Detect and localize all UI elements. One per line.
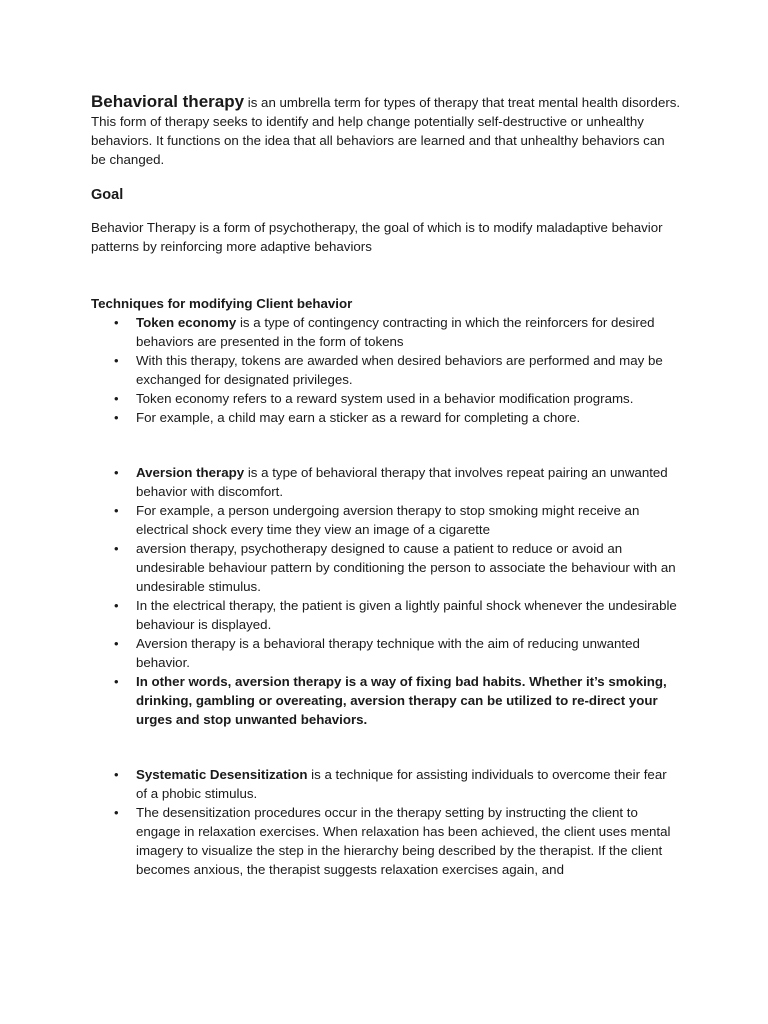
document-page [91,92,681,879]
item-term: Token economy [136,315,237,330]
bullet-icon: • [114,503,119,518]
item-text: is a technique for assisting individuals to overcome their fear of a phobic stimulus. [136,767,667,801]
list-item [91,803,681,879]
bullet-icon: • [114,353,119,368]
item-text: is a type of behavioral therapy that involves repeat pairing an unwanted behavior with discomfort. [136,465,668,499]
list-item [91,501,681,539]
bullet-icon: • [114,410,119,425]
bullet-icon: • [114,674,119,689]
bullet-icon: • [114,805,119,820]
list-item [91,313,681,351]
token-economy-list [91,313,681,427]
list-item [91,765,681,803]
intro-lead-term: Behavioral therapy [91,92,245,111]
item-text: The desensitization procedures occur in the therapy setting by instructing the client to engage in relaxation exercises. When relaxation has been achieved, the client uses mental imagery to visualize the step in the hierarchy being described by the therapist. If the client becomes anxious, the therapist suggests relaxation exercises again, and [136,805,671,877]
item-term: Systematic Desensitization [136,767,308,782]
bullet-icon: • [114,636,119,651]
bullet-icon: • [114,315,119,330]
goal-heading: Goal [91,187,124,203]
desensitization-list [91,765,681,879]
bullet-icon: • [114,767,119,782]
item-term: Aversion therapy [136,465,245,480]
aversion-therapy-list [91,463,681,729]
list-item [91,634,681,672]
item-text-bold: In other words, aversion therapy is a way of fixing bad habits. Whether it’s smoking, drinking, gambling or overeating, aversion therapy can be utilized to re-direct your urges and stop unwanted behaviors. [136,674,667,727]
item-text: In the electrical therapy, the patient is given a lightly painful shock whenever the undesirable behaviour is displayed. [136,598,677,632]
list-item [91,539,681,596]
item-text: For example, a child may earn a sticker as a reward for completing a chore. [136,410,581,425]
bullet-icon: • [114,465,119,480]
bullet-icon: • [114,541,119,556]
item-text: Token economy refers to a reward system used in a behavior modification programs. [136,391,634,406]
bullet-icon: • [114,391,119,406]
bullet-icon: • [114,598,119,613]
item-text: With this therapy, tokens are awarded when desired behaviors are performed and may be exchanged for designated privileges. [136,353,663,387]
list-item [91,463,681,501]
techniques-heading: Techniques for modifying Client behavior [91,296,353,311]
intro-text: is an umbrella term for types of therapy that treat mental health disorders. This form of therapy seeks to identify and help change potentially self-destructive or unhealthy behaviors. It functions on the idea that all behaviors are learned and that unhealthy behaviors can be changed. [91,95,681,167]
intro-paragraph [91,92,681,169]
item-text: aversion therapy, psychotherapy designed to cause a patient to reduce or avoid an undesirable behaviour pattern by conditioning the person to associate the behaviour with an undesirable stimulus. [136,541,676,594]
list-item [91,672,681,729]
item-text: Aversion therapy is a behavioral therapy technique with the aim of reducing unwanted behavior. [136,636,640,670]
list-item [91,408,681,427]
goal-text: Behavior Therapy is a form of psychotherapy, the goal of which is to modify maladaptive behavior patterns by reinforcing more adaptive behaviors [91,220,663,254]
list-item [91,389,681,408]
item-text: is a type of contingency contracting in which the reinforcers for desired behaviors are presented in the form of tokens [136,315,655,349]
list-item [91,596,681,634]
item-text: For example, a person undergoing aversion therapy to stop smoking might receive an electrical shock every time they view an image of a cigarette [136,503,640,537]
list-item [91,351,681,389]
